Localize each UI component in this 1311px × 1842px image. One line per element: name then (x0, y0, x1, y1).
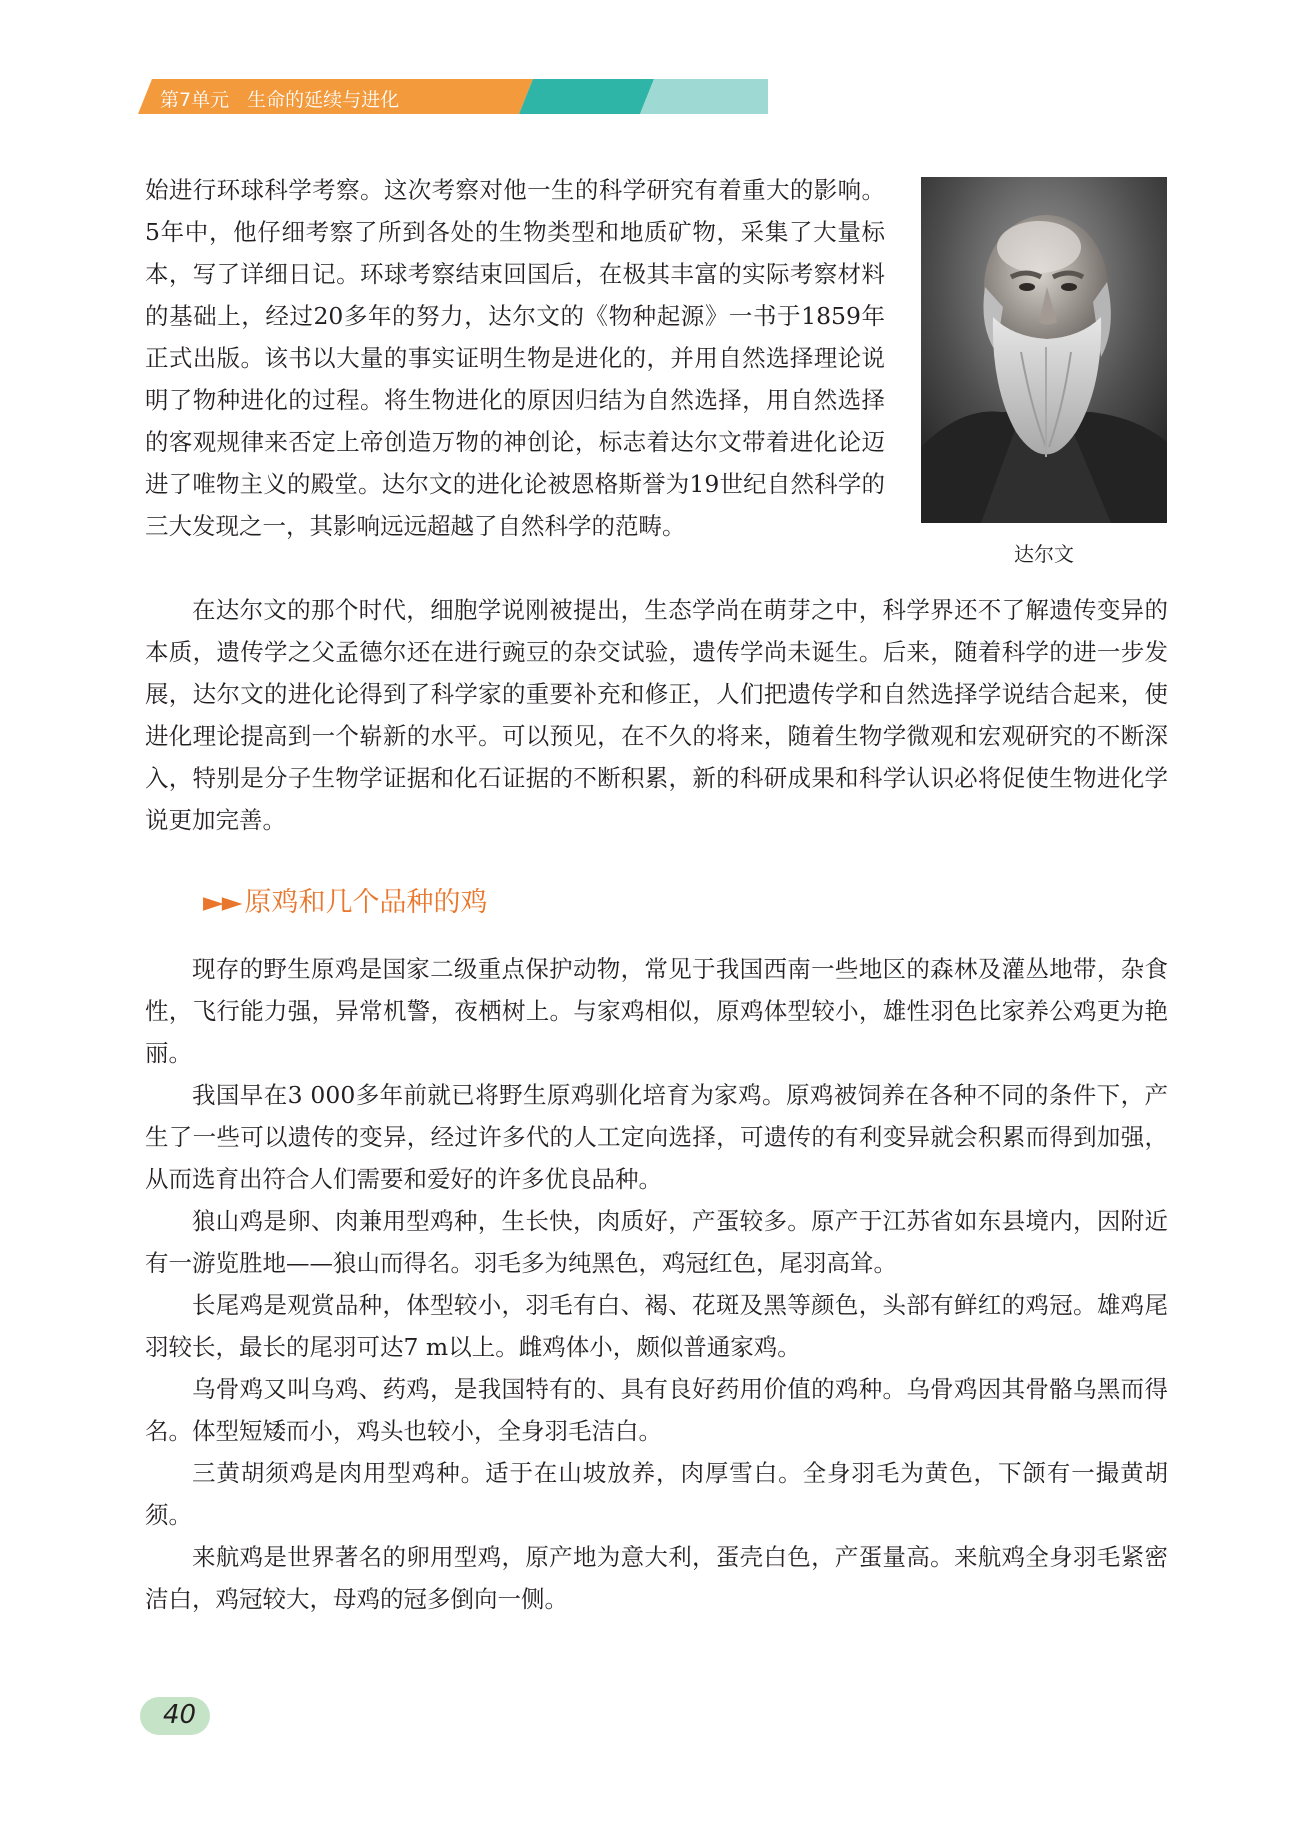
paragraph-long-tail-chicken: 长尾鸡是观赏品种，体型较小，羽毛有白、褐、花斑及黑等颜色，头部有鲜红的鸡冠。雄鸡尾羽较长，最长的尾羽可达7 m以上。雌鸡体小，颇似普通家鸡。 (145, 1291, 1168, 1361)
unit-name: 生命的延续与进化 (247, 89, 400, 111)
paragraph-domestication: 我国早在3 000多年前就已将野生原鸡驯化培育为家鸡。原鸡被饲养在各种不同的条件下，产生了一些可以遗传的变异，经过许多代的人工定向选择，可遗传的有利变异就会积累而得到加强，从而选育出符合人们需要和爱好的许多优良品种。 (145, 1081, 1168, 1193)
darwin-portrait (921, 177, 1167, 523)
paragraph-evolution-theory: 在达尔文的那个时代，细胞学说刚被提出，生态学尚在萌芽之中，科学界还不了解遗传变异的本质，遗传学之父孟德尔还在进行豌豆的杂交试验，遗传学尚未诞生。后来，随着科学的进一步发展，达尔文的进化论得到了科学家的重要补充和修正，人们把遗传学和自然选择学说结合起来，使进化理论提高到一个崭新的水平。可以预见，在不久的将来，随着生物学微观和宏观研究的不断深入，特别是分子生物学证据和化石证据的不断积累，新的科研成果和科学认识必将促使生物进化学说更加完善。 (145, 596, 1168, 834)
intro-paragraph: 始进行环球科学考察。这次考察对他一生的科学研究有着重大的影响。5年中，他仔细考察了所到各处的生物类型和地质矿物，采集了大量标本，写了详细日记。环球考察结束回国后，在极其丰富的实际考察材料的基础上，经过20多年的努力，达尔文的《物种起源》一书于1859年正式出版。该书以大量的事实证明生物是进化的，并用自然选择理论说明了物种进化的过程。将生物进化的原因归结为自然选择，用自然选择的客观规律来否定上帝创造万物的神创论，标志着达尔文带着进化论迈进了唯物主义的殿堂。达尔文的进化论被恩格斯誉为19世纪自然科学的三大发现之一，其影响远远超越了自然科学的范畴。 (145, 176, 885, 540)
portrait-caption: 达尔文 (1014, 542, 1074, 566)
unit-header-band (138, 79, 768, 114)
paragraph-silkie-chicken: 乌骨鸡又叫乌鸡、药鸡，是我国特有的、具有良好药用价值的鸡种。乌骨鸡因其骨骼乌黑而得名。体型短矮而小，鸡头也较小，全身羽毛洁白。 (145, 1375, 1168, 1445)
paragraph-wild-junglefowl: 现存的野生原鸡是国家二级重点保护动物，常见于我国西南一些地区的森林及灌丛地带，杂食性，飞行能力强，异常机警，夜栖树上。与家鸡相似，原鸡体型较小，雄性羽色比家养公鸡更为艳丽。 (145, 955, 1168, 1067)
paragraph-leghorn-chicken: 来航鸡是世界著名的卵用型鸡，原产地为意大利，蛋壳白色，产蛋量高。来航鸡全身羽毛紧密洁白，鸡冠较大，母鸡的冠多倒向一侧。 (145, 1543, 1168, 1613)
paragraph-langshan-chicken: 狼山鸡是卵、肉兼用型鸡种，生长快，肉质好，产蛋较多。原产于江苏省如东县境内，因附近有一游览胜地——狼山而得名。羽毛多为纯黑色，鸡冠红色，尾羽高耸。 (145, 1207, 1168, 1277)
section-title: 原鸡和几个品种的鸡 (244, 887, 488, 918)
double-arrow-icon: ►► (203, 887, 241, 918)
paragraph-sanhuang-chicken: 三黄胡须鸡是肉用型鸡种。适于在山坡放养，肉厚雪白。全身羽毛为黄色，下颌有一撮黄胡须。 (145, 1459, 1168, 1529)
section-heading (203, 880, 488, 919)
header-light-segment (640, 79, 768, 114)
header-teal-segment (519, 79, 654, 114)
unit-title (160, 85, 399, 112)
darwin-portrait-drawing (921, 177, 1167, 523)
unit-number: 第7单元 (160, 89, 230, 111)
page-number: 40 (163, 1700, 197, 1730)
